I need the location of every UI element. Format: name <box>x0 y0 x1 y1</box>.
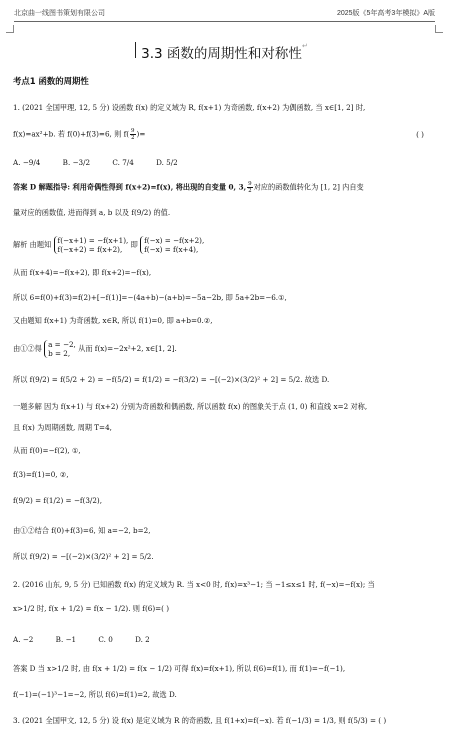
q2-option-c: C. 0 <box>98 635 113 644</box>
q1-option-a: A. −9/4 <box>13 158 41 167</box>
q3-line1: 3. (2021 全国甲文, 12, 5 分) 设 f(x) 是定义域为 R 的奇函数, 且 f(1+x)=f(−x). 若 f(−1/3) = 1/3, 则 f(5/3) = ( ) <box>13 716 387 725</box>
q2-option-a: A. −2 <box>13 635 34 644</box>
q1-line1: 1. (2021 全国甲理, 12, 5 分) 设函数 f(x) 的定义域为 R, f(x+1) 为奇函数, f(x+2) 为偶函数, 当 x∈[1, 2] 时, <box>13 103 366 112</box>
q2-options <box>13 635 170 644</box>
analysis-line5: 又由题知 f(x+1) 为奇函数, x∈R, 所以 f(1)=0, 即 a+b=0.②, <box>13 316 213 325</box>
q2-line2: x>1/2 时, f(x + 1/2) = f(x − 1/2). 则 f(6)=( ) <box>13 604 170 613</box>
analysis-line1: 解析 由题知 f(−x+1) = −f(x+1), f(−x+2) = f(x+2), 即 f(−x) = −f(x+2), f(−x) = f(x+4), <box>13 236 205 254</box>
analysis-line7: 所以 f(9/2) = f(5/2 + 2) = −f(5/2) = f(1/2) = −f(3/2) = −[(−2)×(3/2)² + 2] = 5/2. 故选 D. <box>13 375 330 384</box>
q2-option-d: D. 2 <box>135 635 150 644</box>
q1-answer-paren: ( ) <box>416 130 424 139</box>
title-wrap <box>0 42 449 62</box>
q1-options <box>13 158 198 167</box>
header-right: 2025版《5年高考3年模拟》A版 <box>336 10 435 17</box>
q1-line2: f(x)=ax²+b. 若 f(0)+f(3)=6, 则 f( $\frac{9}{2}$ )= <box>13 128 146 141</box>
q1-option-c: C. 7/4 <box>112 158 134 167</box>
analysis-line6: 由①②得 a = −2, b = 2, 从而 f(x)=−2x²+2, x∈[1, 2]. <box>13 340 177 358</box>
crop-mark-right <box>435 25 443 33</box>
extra-line6: 由①②结合 f(0)+f(3)=6, 知 a=−2, b=2, <box>13 526 151 535</box>
q1-option-d: D. 5/2 <box>156 158 178 167</box>
q2-line1: 2. (2016 山东, 9, 5 分) 已知函数 f(x) 的定义域为 R. 当 x<0 时, f(x)=x³−1; 当 −1≤x≤1 时, f(−x)=−f(x); 当 <box>13 580 375 589</box>
extra-line3: 从而 f(0)=−f(2), ①, <box>13 446 81 455</box>
text-cursor-icon <box>135 42 136 58</box>
section-heading: 考点1 函数的周期性 <box>13 76 89 86</box>
q2-answer-line2: f(−1)=(−1)³−1=−2, 所以 f(6)=f(1)=2, 故选 D. <box>13 690 177 699</box>
q2-option-b: B. −1 <box>55 635 77 644</box>
header-left: 北京曲一线图书策划有限公司 <box>14 10 105 17</box>
extra-line4: f(3)=f(1)=0, ②, <box>13 470 69 479</box>
section-title: 3.3 函数的周期性和对称性↵ <box>141 42 308 62</box>
equation-system-3: a = −2, b = 2, <box>44 340 76 358</box>
answer1-line2: 量对应的函数值, 进而得到 a, b 以及 f(9/2) 的值. <box>13 208 171 217</box>
answer1-line1: 答案 D 解题指导: 利用奇偶性得到 f(x+2)=f(x), 将出现的自变量 0, 3, $\frac{9}{2}$ 对应的函数值转化为 [1, 2] 内自变 <box>13 181 364 194</box>
q2-answer-line1: 答案 D 当 x>1/2 时, 由 f(x + 1/2) = f(x − 1/2) 可得 f(x)=f(x+1), 所以 f(6)=f(1), 而 f(1)=−f(−1), <box>13 664 346 673</box>
extra-line1: 一题多解 因为 f(x+1) 与 f(x+2) 分别为奇函数和偶函数, 所以函数 f(x) 的图象关于点 (1, 0) 和直线 x=2 对称, <box>13 402 368 411</box>
extra-line5: f(9/2) = f(1/2) = −f(3/2), <box>13 496 102 505</box>
q1-option-b: B. −3/2 <box>62 158 91 167</box>
extra-line7: 所以 f(9/2) = −[(−2)×(3/2)² + 2] = 5/2. <box>13 552 154 561</box>
paragraph-mark-icon: ↵ <box>301 42 308 50</box>
analysis-line3: 从而 f(x+4)=−f(x+2), 即 f(x+2)=−f(x), <box>13 268 152 277</box>
page-header <box>14 8 435 20</box>
equation-system-2: f(−x) = −f(x+2), f(−x) = f(x+4), <box>140 236 204 254</box>
crop-mark-left <box>6 25 14 33</box>
extra-line2: 且 f(x) 为周期函数, 周期 T=4, <box>13 423 112 432</box>
equation-system-1: f(−x+1) = −f(x+1), f(−x+2) = f(x+2), <box>54 236 129 254</box>
analysis-line4: 所以 6=f(0)+f(3)=f(2)+[−f(1)]=−(4a+b)−(a+b)=−5a−2b, 即 5a+2b=−6.①, <box>13 293 287 302</box>
header-rule <box>14 21 435 22</box>
